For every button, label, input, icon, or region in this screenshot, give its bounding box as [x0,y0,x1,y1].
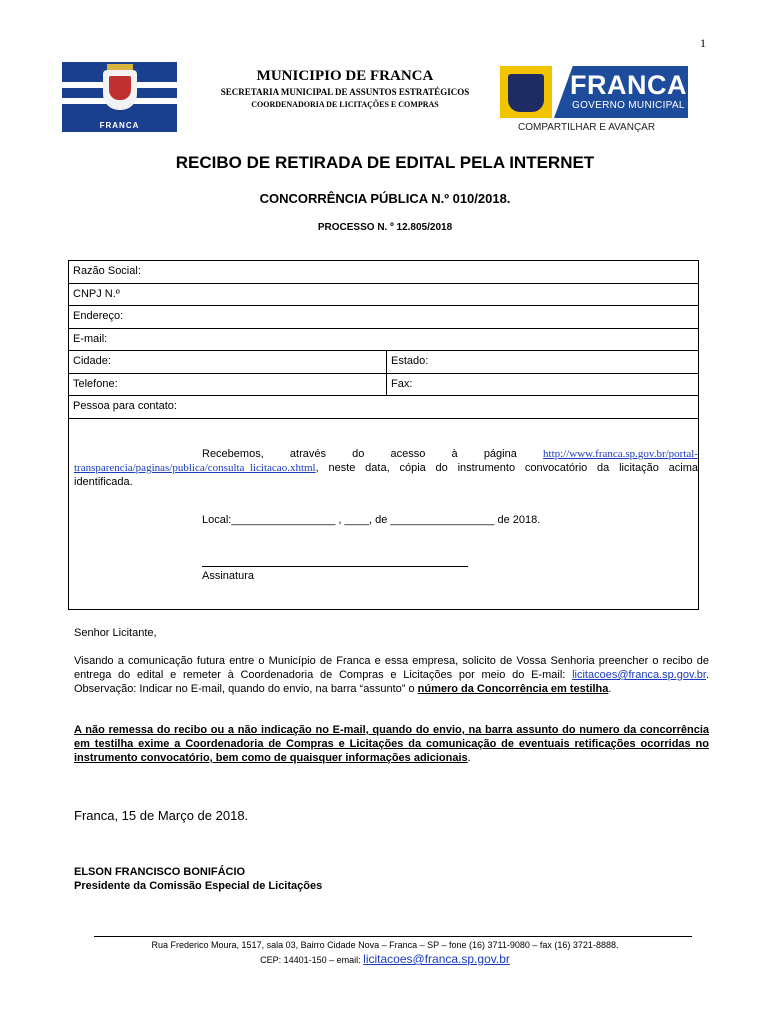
instructions-text-start: Visando a comunicação futura entre o Município de Franca e essa empresa, solicito de Vossa Senhoria preencher o recibo de entrega do edital e remeter à Coordenadoria de Compras e Licitações por meio do E-mail: [74,655,709,681]
instructions-text-mid: . Observação: Indicar no E-mail, quando do envio, na barra “assunto” o [74,669,709,695]
warning-paragraph [74,723,709,765]
receipt-form [68,260,699,610]
signer-name: ELSON FRANCISCO BONIFÁCIO [74,866,246,878]
emblem-icon [500,66,552,118]
logo-name: FRANCA [570,70,687,100]
header-subtitle-secretaria: SECRETARIA MUNICIPAL DE ASSUNTOS ESTRATÉGICOS [220,87,470,97]
razao-social-label: Razão Social: [73,265,141,277]
warning-end: . [467,752,471,764]
date-line: Franca, 15 de Março de 2018. [74,808,249,823]
document-title: RECIBO DE RETIRADA DE EDITAL PELA INTERNET [175,153,595,172]
portal-link[interactable]: http://www.franca.sp.gov.br/portal-transparencia/paginas/publica/consulta_licitacao.xhtml [74,448,698,474]
email-link[interactable]: licitacoes@franca.sp.gov.br [572,669,706,681]
process-number: PROCESSO N. º 12.805/2018 [317,222,453,233]
page-number: 1 [700,36,706,50]
document-subtitle: CONCORRÊNCIA PÚBLICA N.º 010/2018. [259,191,511,206]
footer-contact [0,952,770,966]
endereco-label: Endereço: [73,310,124,322]
receipt-text-start: Recebemos, através do acesso à página [202,448,544,460]
header-subtitle-coordenadoria: COORDENADORIA DE LICITAÇÕES E COMPRAS [251,100,439,109]
footer-email-link[interactable]: licitacoes@franca.sp.gov.br [363,952,510,966]
flag-label: FRANCA [99,121,140,130]
signature-label: Assinatura [202,570,254,582]
instructions-bold-text: número da Concorrência em testilha [417,683,609,695]
signature-line [202,566,468,567]
form-row-endereco[interactable] [69,306,698,329]
signer-role: Presidente da Comissão Especial de Licitações [74,880,323,892]
form-row-cidade-estado[interactable] [69,351,698,374]
form-row-cnpj[interactable] [69,284,698,307]
franca-governo-logo [500,64,690,120]
warning-text: A não remessa do recibo ou a não indicação no E-mail, quando do envio, na barra assunto do numero da concorrência em testilha exime a Coordenadoria de Compras e Licitações da comunicação de eventuais retificações ocorridas no instrumento convocatório, bem como de quaisquer informações adicionais [74,724,709,764]
receipt-statement [74,447,698,489]
footer-address: Rua Frederico Moura, 1517, sala 03, Bairro Cidade Nova – Franca – SP – fone (16) 3711-9080 – fax (16) 3721-8888. [151,940,619,950]
salutation: Senhor Licitante, [74,627,157,639]
form-row-razao-social[interactable] [69,261,698,284]
form-row-telefone-fax[interactable] [69,374,698,397]
cidade-label: Cidade: [73,355,111,367]
local-date-line: Local:_________________ , ____, de _________________ de 2018. [202,514,541,526]
header-title: MUNICIPIO DE FRANCA [256,68,434,84]
contato-label: Pessoa para contato: [73,400,177,412]
telefone-label: Telefone: [73,377,118,390]
logo-sub: GOVERNO MUNICIPAL [572,100,685,111]
logo-tagline: COMPARTILHAR E AVANÇAR [518,122,656,133]
receipt-text-end: , neste data, cópia do instrumento convocatório da licitação acima identificada. [74,462,698,488]
form-row-contato[interactable] [69,396,698,419]
instructions-text-end: . [608,683,612,695]
email-label: E-mail: [73,332,108,345]
footer-cep: CEP: 14401-150 – email: [260,955,364,965]
instructions-paragraph [74,654,709,696]
cnpj-label: CNPJ N.º [73,287,120,300]
fax-label: Fax: [391,377,413,390]
form-row-email[interactable] [69,329,698,352]
footer-divider [94,936,692,937]
franca-flag-logo [62,62,177,132]
estado-label: Estado: [391,355,429,367]
